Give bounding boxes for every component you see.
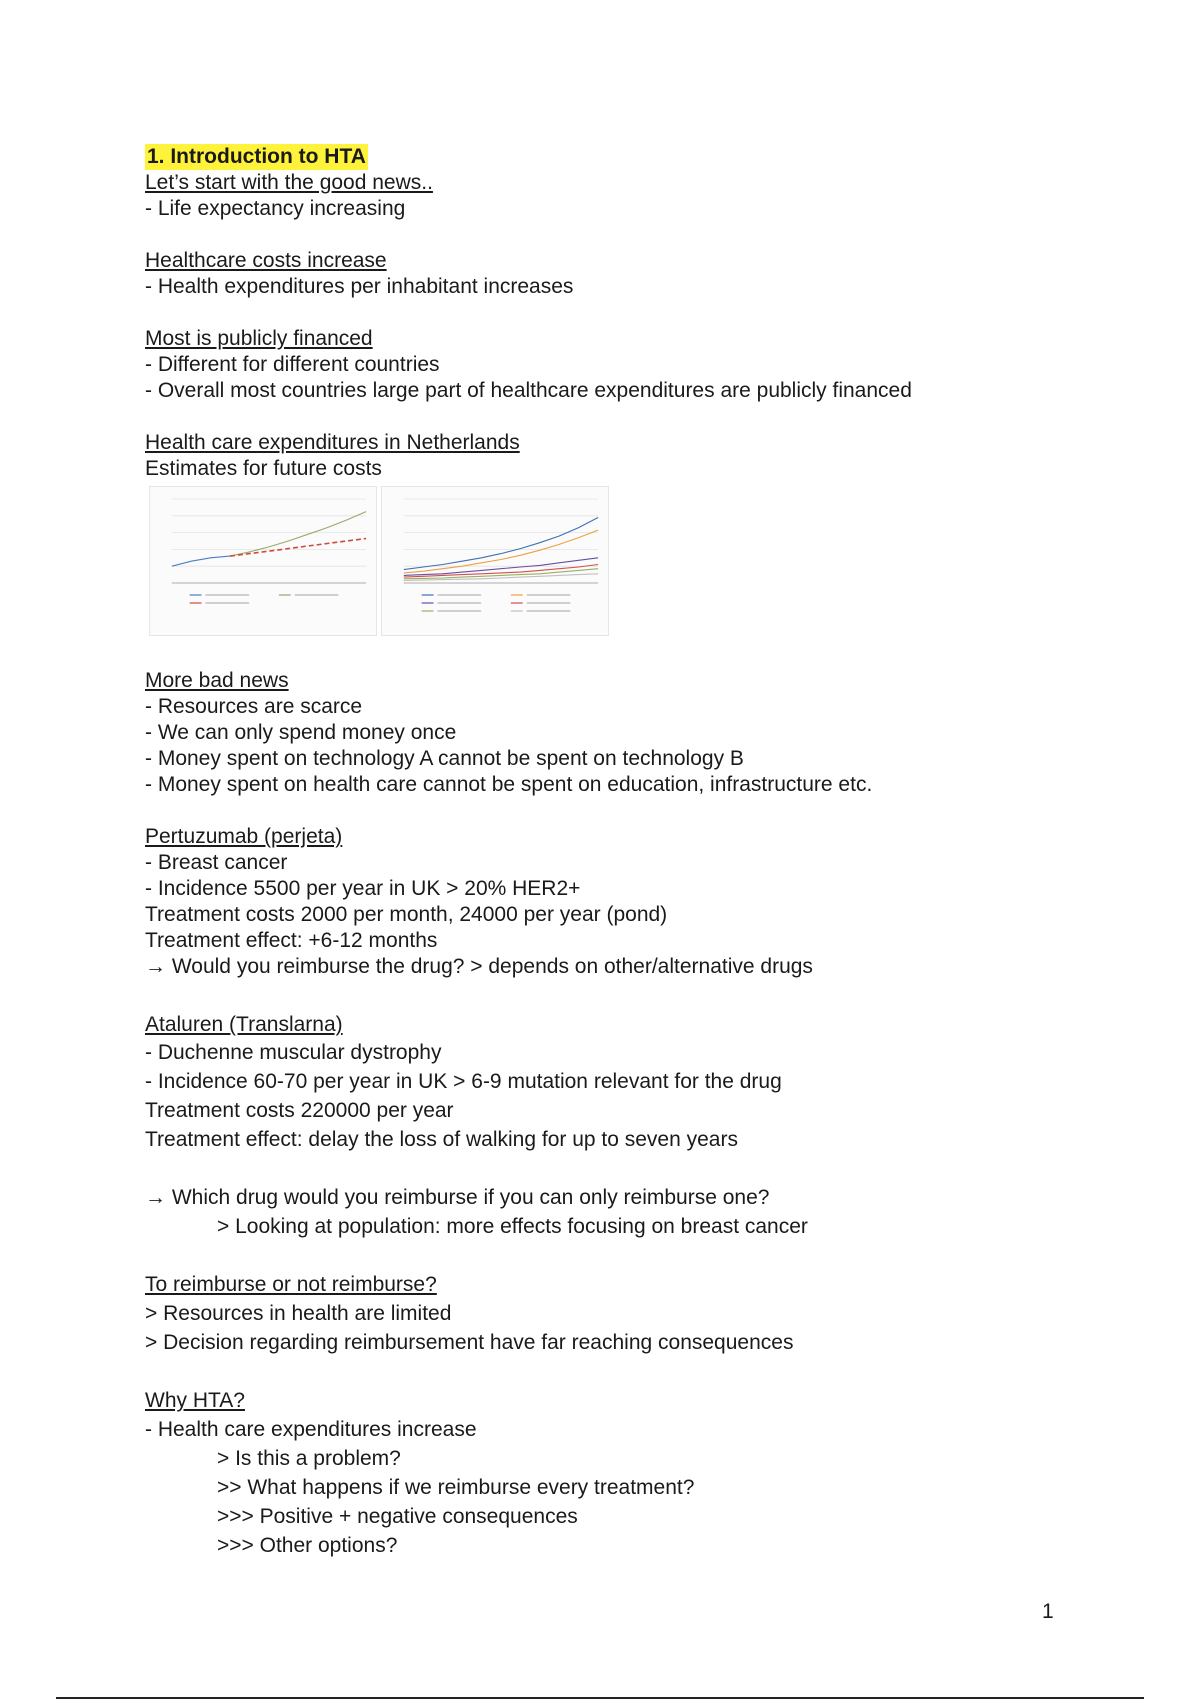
footer-rule: [56, 1697, 1144, 1699]
series-line: [172, 556, 230, 566]
list-item: → Would you reimburse the drug? > depends on other/alternative drugs: [145, 955, 813, 978]
heading-pertuzumab: Pertuzumab (perjeta): [145, 825, 343, 848]
sub-item: >>> Other options?: [217, 1534, 398, 1557]
document-content: [145, 144, 1045, 1560]
list-item: > Resources in health are limited: [145, 1302, 452, 1325]
chart-right: [381, 486, 609, 636]
list-item: - Life expectancy increasing: [145, 197, 406, 220]
question: → Which drug would you reimburse if you can only reimburse one?: [145, 1186, 770, 1209]
list-item: > Decision regarding reimbursement have far reaching consequences: [145, 1331, 794, 1354]
list-item: - Duchenne muscular dystrophy: [145, 1041, 442, 1064]
subtitle: Estimates for future costs: [145, 457, 382, 480]
list-item: Treatment effect: +6-12 months: [145, 929, 438, 952]
list-item: Treatment costs 220000 per year: [145, 1099, 454, 1122]
heading-why: Why HTA?: [145, 1389, 245, 1412]
list-item: - Resources are scarce: [145, 695, 363, 718]
heading-ataluren: Ataluren (Translarna): [145, 1013, 343, 1036]
list-item: - Incidence 5500 per year in UK > 20% HER2+: [145, 877, 581, 900]
heading-reimburse: To reimburse or not reimburse?: [145, 1273, 437, 1296]
chart-left: [149, 486, 377, 636]
list-item: - Overall most countries large part of healthcare expenditures are publicly financed: [145, 379, 912, 402]
page-number: 1: [1042, 1600, 1054, 1623]
series-line: [404, 574, 598, 581]
list-item: - Money spent on technology A cannot be spent on technology B: [145, 747, 744, 770]
chart-right-svg: [382, 487, 608, 635]
list-item: Treatment effect: delay the loss of walking for up to seven years: [145, 1128, 738, 1151]
list-item: - Different for different countries: [145, 353, 440, 376]
list-item: - Money spent on health care cannot be spent on education, infrastructure etc.: [145, 773, 873, 796]
heading-public: Most is publicly financed: [145, 327, 373, 350]
list-item: - We can only spend money once: [145, 721, 457, 744]
charts-figure: [149, 486, 609, 634]
heading-good-news: Let’s start with the good news..: [145, 171, 433, 194]
list-item: Treatment costs 2000 per month, 24000 per year (pond): [145, 903, 668, 926]
list-item: - Health expenditures per inhabitant increases: [145, 275, 574, 298]
heading-netherlands: Health care expenditures in Netherlands: [145, 431, 520, 454]
list-item: - Health care expenditures increase: [145, 1418, 477, 1441]
answer: > Looking at population: more effects focusing on breast cancer: [217, 1215, 808, 1238]
sub-item: >> What happens if we reimburse every treatment?: [217, 1476, 695, 1499]
sub-item: >>> Positive + negative consequences: [217, 1505, 578, 1528]
chart-left-svg: [150, 487, 376, 635]
heading-costs: Healthcare costs increase: [145, 249, 387, 272]
heading-bad-news: More bad news: [145, 669, 289, 692]
series-line: [230, 539, 366, 557]
list-item: - Incidence 60-70 per year in UK > 6-9 mutation relevant for the drug: [145, 1070, 782, 1093]
sub-item: > Is this a problem?: [217, 1447, 401, 1470]
section-title: 1. Introduction to HTA: [147, 145, 366, 168]
list-item: - Breast cancer: [145, 851, 288, 874]
